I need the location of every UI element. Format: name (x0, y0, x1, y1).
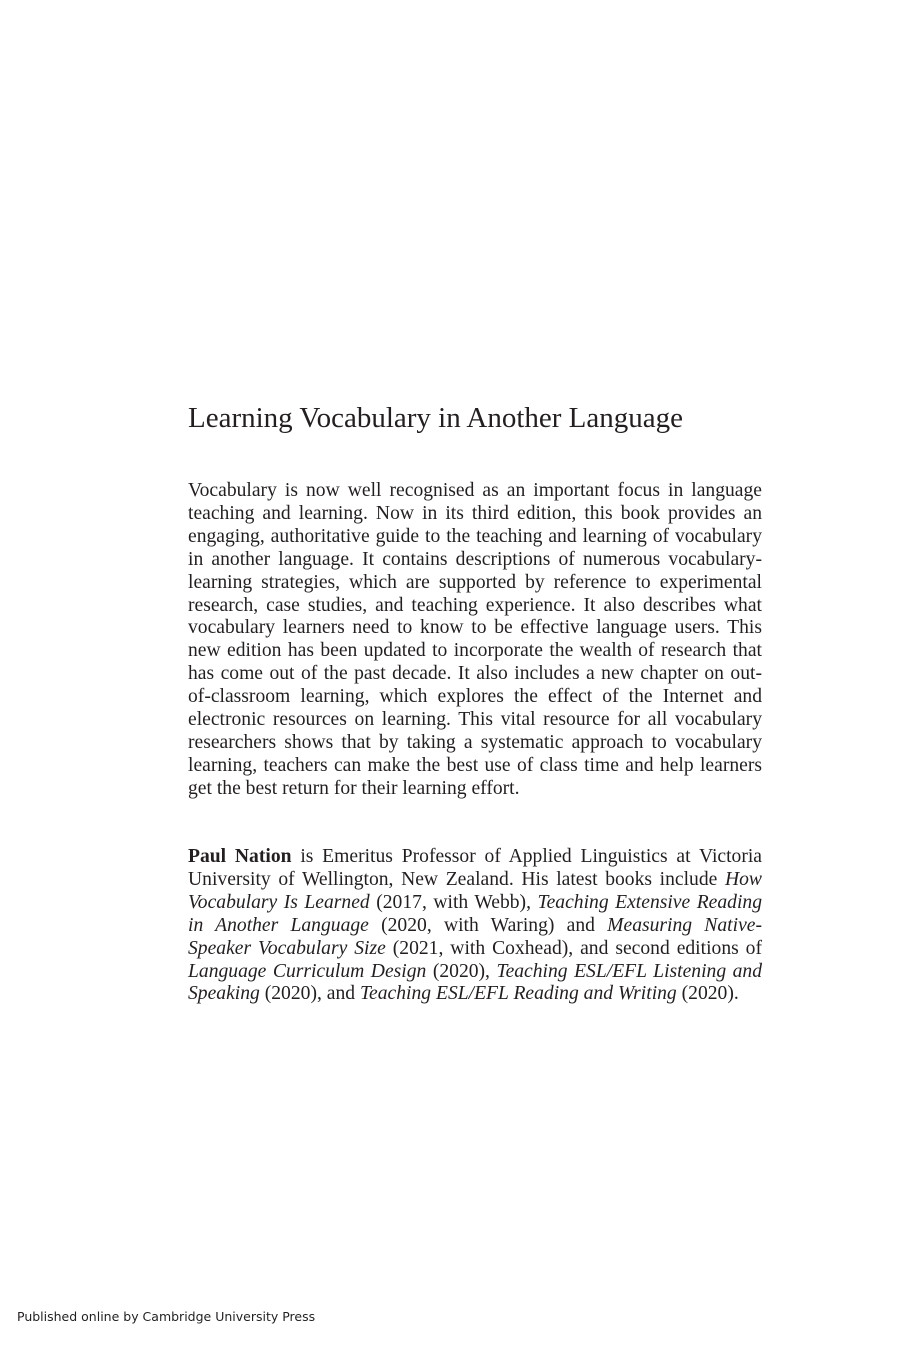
book-title-ref: Language Curriculum Design (188, 960, 427, 982)
book-description (188, 480, 762, 801)
bio-text: (2021, with Coxhead), and second editions of (385, 937, 763, 959)
bio-text: (2017, with Webb), (369, 891, 538, 913)
book-title-ref: Teaching Extensive Reading in Another Language (188, 891, 763, 936)
book-title-ref: How Vocabulary Is Learned (188, 868, 762, 913)
bio-text: is Emeritus Professor of Applied Linguistics at Victoria University of Wellington, New Zealand. His latest books include (188, 846, 762, 890)
bio-text: (2020). (676, 983, 739, 1005)
book-title-ref: Teaching ESL/EFL Reading and Writing (359, 983, 677, 1005)
bio-text: (2020), and (259, 983, 360, 1005)
description-paragraph: Vocabulary is now well recognised as an important focus in language teaching and learning. Now in its third edition, this book provides an engaging, authoritative guide to the teaching and learning of vocabulary in another language. It contains descriptions of numerous vocabulary-learning strategies, which are supported by reference to experimental research, case studies, and teaching experience. It also describes what vocabulary learners need to know to be effective language users. This new edition has been updated to incorporate the wealth of research that has come out of the past decade. It also includes a new chapter on out-of-classroom learning, which explores the effect of the Internet and electronic resources on learning. This vital resource for all vocabulary researchers shows that by taking a systematic approach to vocabulary learning, teachers can make the best use of class time and help learners get the best return for their learning effort. (188, 480, 762, 799)
bio-paragraph (188, 846, 762, 1006)
author-name: Paul Nation (188, 846, 292, 867)
book-title-ref: Teaching ESL/EFL Listening and Speaking (188, 960, 762, 1005)
author-bio (188, 846, 762, 1006)
book-title-ref: Measuring Native-Speaker Vocabulary Size (188, 914, 762, 959)
book-title: Learning Vocabulary in Another Language (188, 402, 683, 434)
publisher-footer: Published online by Cambridge University Press (17, 1309, 316, 1324)
bio-text: (2020, with Waring) and (368, 914, 608, 936)
bio-text: (2020), (426, 960, 497, 982)
